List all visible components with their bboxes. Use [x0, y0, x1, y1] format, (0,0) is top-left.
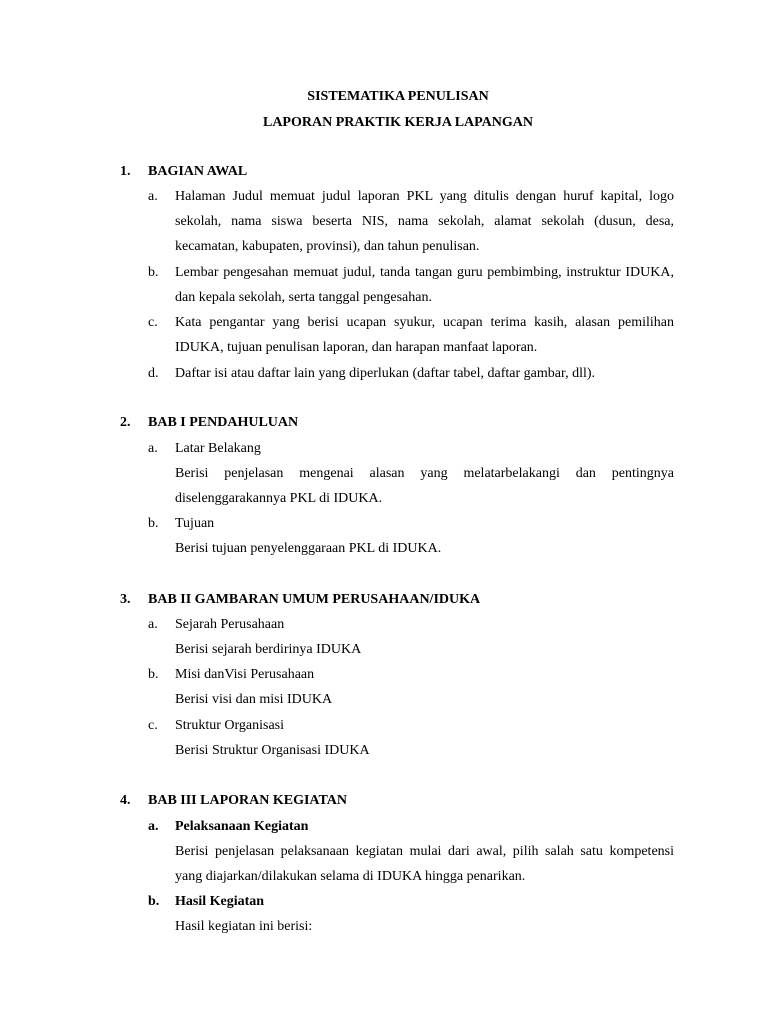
- item-text: Berisi tujuan penyelenggaraan PKL di IDUKA.: [175, 541, 442, 556]
- item-text: Lembar pengesahan memuat judul, tanda tangan guru pembimbing, instruktur IDUKA, dan kepala sekolah, serta tanggal pengesahan.: [175, 265, 674, 305]
- item-text: Hasil kegiatan ini berisi:: [175, 919, 313, 934]
- item-letter: b.: [148, 667, 159, 682]
- section-title: BAB I PENDAHULUAN: [148, 415, 299, 430]
- section-title: BAGIAN AWAL: [148, 164, 248, 179]
- item-letter: c.: [148, 315, 158, 330]
- item-letter: c.: [148, 718, 158, 733]
- item-text: Berisi penjelasan pelaksanaan kegiatan mulai dari awal, pilih salah satu kompetensi yang diajarkan/dilakukan selama di IDUKA hingga penarikan.: [175, 844, 674, 884]
- item-letter: d.: [148, 366, 159, 381]
- item-letter: b.: [148, 894, 160, 909]
- section-title: BAB II GAMBARAN UMUM PERUSAHAAN/IDUKA: [148, 592, 481, 607]
- document-title: SISTEMATIKA PENULISAN: [307, 89, 489, 104]
- item-heading: Tujuan: [175, 516, 215, 531]
- item-letter: b.: [148, 265, 159, 280]
- section-number: 4.: [120, 793, 131, 808]
- document-subtitle: LAPORAN PRAKTIK KERJA LAPANGAN: [262, 115, 534, 130]
- item-heading: Pelaksanaan Kegiatan: [175, 819, 309, 834]
- item-heading: Struktur Organisasi: [175, 718, 285, 733]
- item-letter: a.: [148, 617, 158, 632]
- item-heading: Latar Belakang: [175, 441, 261, 456]
- item-heading: Hasil Kegiatan: [175, 894, 265, 909]
- item-heading: Sejarah Perusahaan: [175, 617, 285, 632]
- item-text: Kata pengantar yang berisi ucapan syukur, ucapan terima kasih, alasan pemilihan IDUKA, tujuan penulisan laporan, dan harapan manfaat laporan.: [175, 315, 674, 355]
- item-heading: Misi danVisi Perusahaan: [175, 667, 315, 682]
- item-text: Berisi Struktur Organisasi IDUKA: [175, 743, 370, 758]
- section-number: 3.: [120, 592, 131, 607]
- item-letter: b.: [148, 516, 159, 531]
- item-text: Berisi penjelasan mengenai alasan yang melatarbelakangi dan pentingnya diselenggarakannya PKL di IDUKA.: [175, 466, 674, 506]
- section-number: 2.: [120, 415, 131, 430]
- section-title: BAB III LAPORAN KEGIATAN: [148, 793, 348, 808]
- section-number: 1.: [120, 164, 131, 179]
- item-text: Halaman Judul memuat judul laporan PKL yang ditulis dengan huruf kapital, logo sekolah, nama siswa beserta NIS, nama sekolah, alamat sekolah (dusun, desa, kecamatan, kabupaten, provinsi), dan tahun penulisan.: [175, 189, 674, 254]
- item-letter: a.: [148, 819, 159, 834]
- item-letter: a.: [148, 189, 158, 204]
- item-text: Daftar isi atau daftar lain yang diperlukan (daftar tabel, daftar gambar, dll).: [175, 366, 596, 381]
- item-letter: a.: [148, 441, 158, 456]
- item-text: Berisi sejarah berdirinya IDUKA: [175, 642, 362, 657]
- item-text: Berisi visi dan misi IDUKA: [175, 692, 333, 707]
